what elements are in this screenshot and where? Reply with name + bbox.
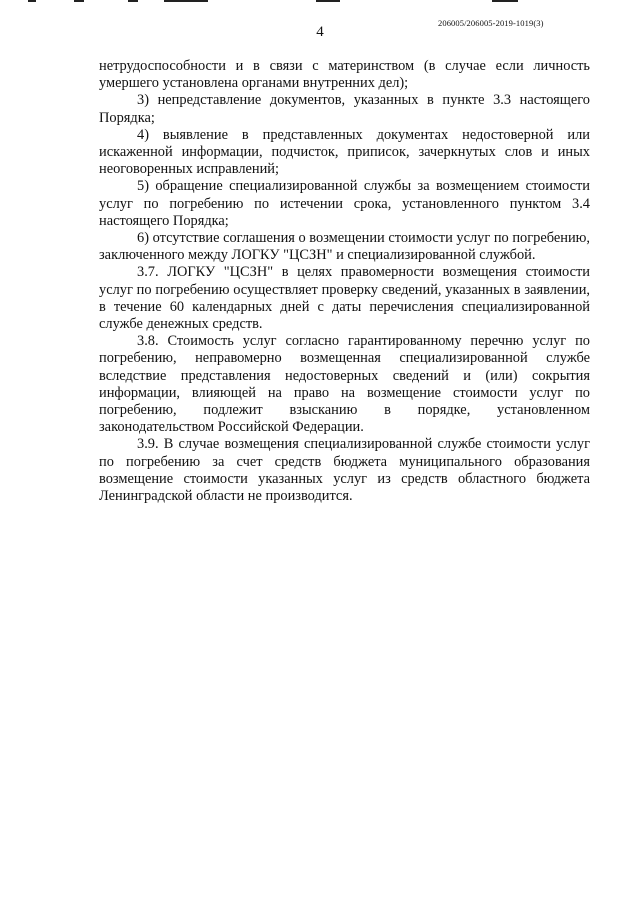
paragraph-3-9: 3.9. В случае возмещения специализированной службе стоимости услуг по погребению за счет средств бюджета муниципального образования возмещение стоимости указанных услуг из средств областного бюджета Ленинградской области не производится. xyxy=(99,436,590,505)
paragraph-item-5: 5) обращение специализированной службы за возмещением стоимости услуг по погребению по истечении срока, установленного пунктом 3.4 настоящего Порядка; xyxy=(99,178,590,229)
paragraph-item-3: 3) непредставление документов, указанных в пункте 3.3 настоящего Порядка; xyxy=(99,92,590,126)
paragraph-continuation: нетрудоспособности и в связи с материнством (в случае если личность умершего установлена органами внутренних дел); xyxy=(99,58,590,92)
paragraph-item-4: 4) выявление в представленных документах недостоверной или искаженной информации, подчисток, приписок, зачеркнутых слов и иных неоговоренных исправлений; xyxy=(99,126,590,178)
paragraph-item-6: 6) отсутствие соглашения о возмещении стоимости услуг по погребению, заключенного между ЛОГКУ "ЦСЗН" и специализированной службой. xyxy=(99,230,590,264)
top-edge-marks xyxy=(0,0,640,6)
page-number: 4 xyxy=(316,24,324,40)
document-code: 206005/206005-2019-1019(3) xyxy=(438,18,544,28)
paragraph-3-8: 3.8. Стоимость услуг согласно гарантированному перечню услуг по погребению, неправомерно возмещенная специализированной службе вследствие представления недостоверных сведений и (или) сокрытия информации, влияющей на право на возмещение стоимости услуг по погребению, подлежит взысканию в порядке, установленном законодательством Российской Федерации. xyxy=(99,333,590,436)
document-body xyxy=(99,58,590,505)
paragraph-3-7: 3.7. ЛОГКУ "ЦСЗН" в целях правомерности возмещения стоимости услуг по погребению осуществляет проверку сведений, указанных в заявлении, в течение 60 календарных дней с даты перечисления специализированной службе денежных средств. xyxy=(99,264,590,333)
